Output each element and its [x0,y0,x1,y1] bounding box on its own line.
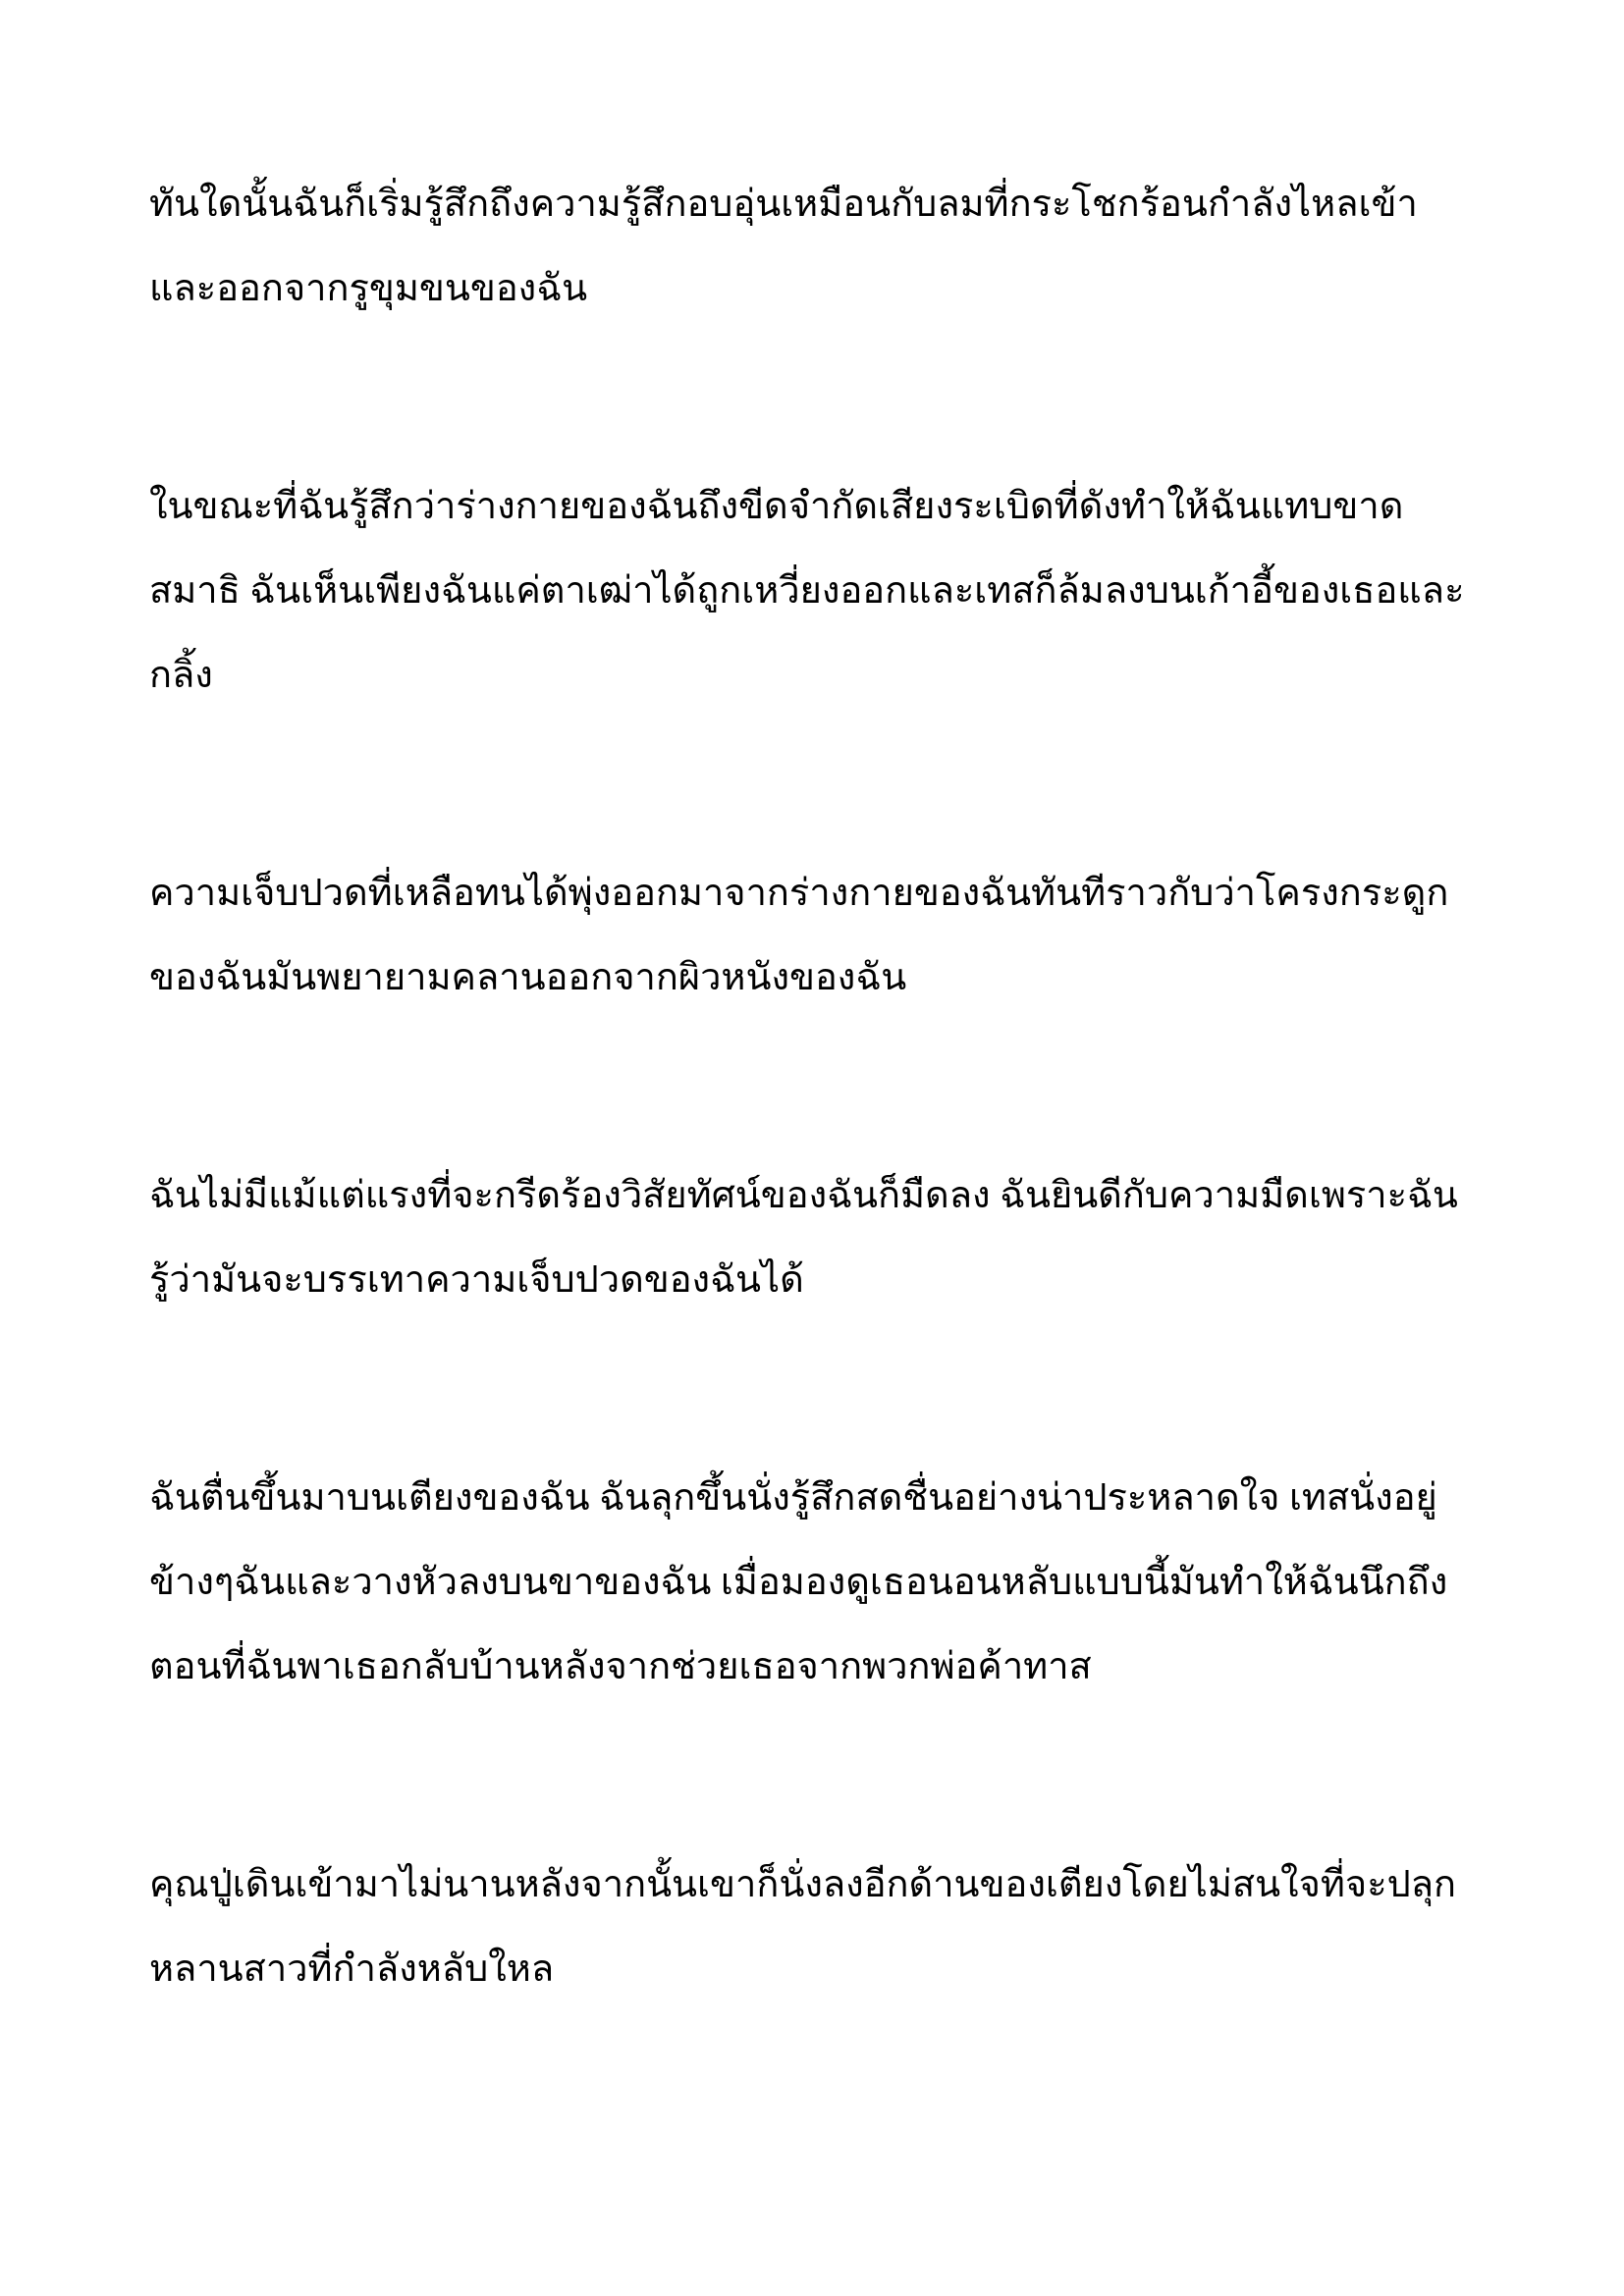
paragraph-3: ความเจ็บปวดที่เหลือทนได้พุ่งออกมาจากร่างกายของฉันทันทีราวกับว่าโครงกระดูกของฉันมันพยายามคลานออกจากผิวหนังของฉัน [149,873,1449,998]
document-body [149,162,1475,2011]
paragraph-5: ฉันตื่นขึ้นมาบนเตียงของฉัน ฉันลุกขึ้นนั่งรู้สึกสดชื่นอย่างน่าประหลาดใจ เทสนั่งอยู่ข้างๆฉันและวางหัวลงบนขาของฉัน เมื่อมองดูเธอนอนหลับแบบนี้มันทำให้ฉันนึกถึงตอนที่ฉันพาเธอกลับบ้านหลังจากช่วยเธอจากพวกพ่อค้าทาส [149,1477,1448,1687]
paragraph-4: ฉันไม่มีแม้แต่แรงที่จะกรีดร้องวิสัยทัศน์ของฉันก็มืดลง ฉันยินดีกับความมืดเพราะฉันรู้ว่ามันจะบรรเทาความเจ็บปวดของฉันได้ [149,1175,1458,1301]
paragraph-2: ในขณะที่ฉันรู้สึกว่าร่างกายของฉันถึงขีดจำกัดเสียงระเบิดที่ดังทำให้ฉันแทบขาดสมาธิ ฉันเห็นเพียงฉันแค่ตาเฒ่าได้ถูกเหวี่ยงออกและเทสก็ล้มลงบนเก้าอี้ของเธอและกลิ้ง [149,486,1465,696]
paragraph-6: คุณปู่เดินเข้ามาไม่นานหลังจากนั้นเขาก็นั่งลงอีกด้านของเตียงโดยไม่สนใจที่จะปลุกหลานสาวที่กำลังหลับใหล [149,1864,1457,1990]
paragraph-1: ทันใดนั้นฉันก็เริ่มรู้สึกถึงความรู้สึกอบอุ่นเหมือนกับลมที่กระโชกร้อนกำลังไหลเข้าและออกจากรูขุมขนของฉัน [149,184,1418,309]
